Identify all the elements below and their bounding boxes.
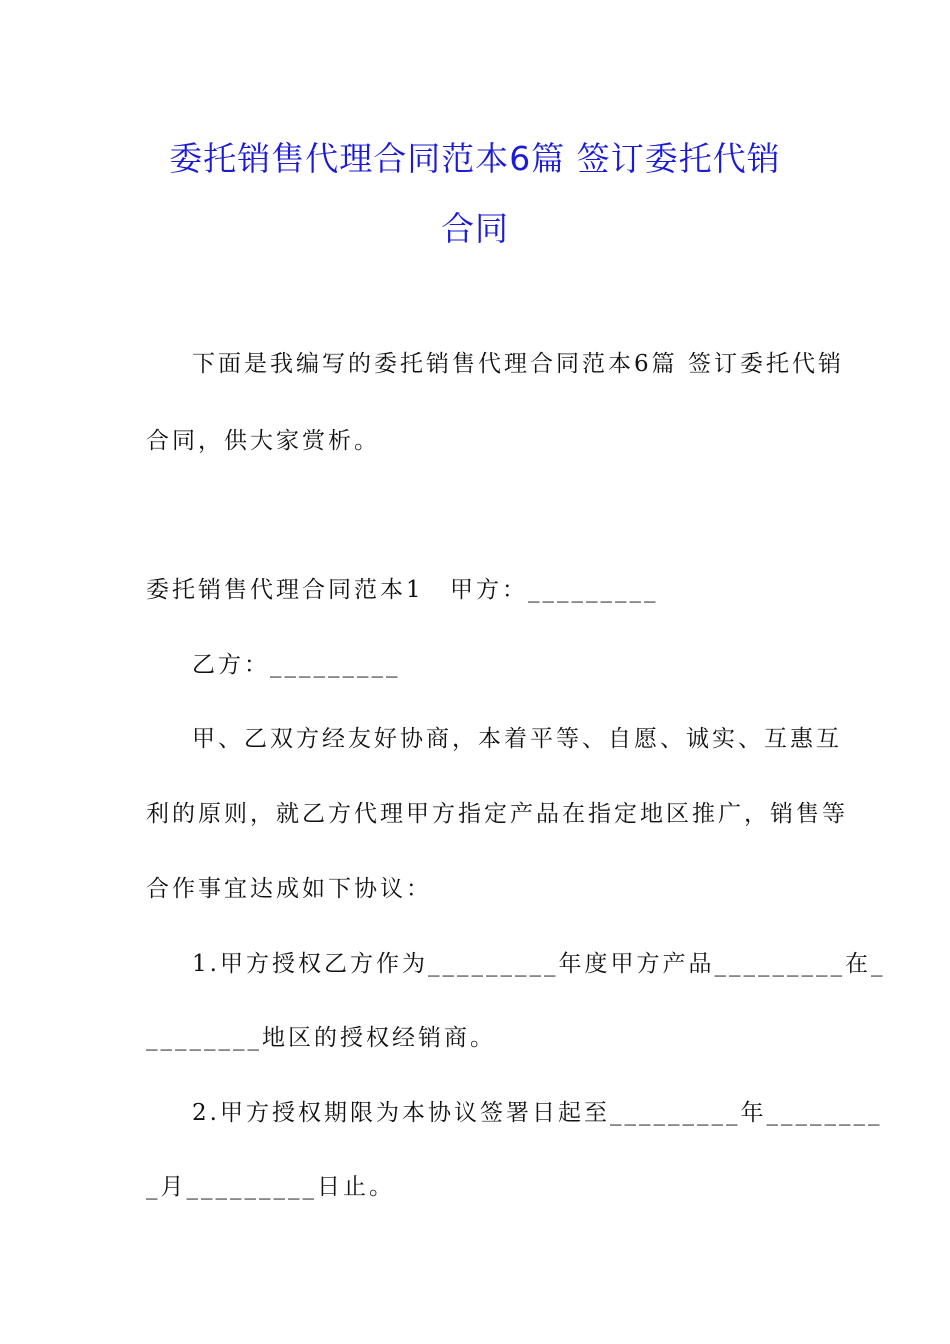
document-title-line-2: 合同 [441,209,509,248]
paragraph-line: 甲、乙双方经友好协商，本着平等、自愿、诚实、互惠互 [192,726,842,752]
clause-2-line-2: _月_________日止。 [146,1174,395,1200]
paragraph-line: 利的原则，就乙方代理甲方指定产品在指定地区推广，销售等 [146,801,848,827]
intro-line-1: 下面是我编写的委托销售代理合同范本6篇 签订委托代销 [192,351,844,377]
section-heading: 委托销售代理合同范本1 [146,577,424,603]
clause-2-line-1: 2.甲方授权期限为本协议签署日起至_________年________ [192,1100,883,1126]
party-a-field: 甲方：_________ [450,577,659,603]
clause-1-line-2: ________地区的授权经销商。 [146,1025,496,1051]
paragraph-line: 合作事宜达成如下协议： [146,876,432,902]
document-title-line-1: 委托销售代理合同范本6篇 签订委托代销 [169,139,781,178]
intro-line-2: 合同，供大家赏析。 [146,428,380,454]
clause-1-line-1: 1.甲方授权乙方作为_________年度甲方产品_________在_ [192,951,886,977]
party-b-field: 乙方：_________ [192,652,401,678]
